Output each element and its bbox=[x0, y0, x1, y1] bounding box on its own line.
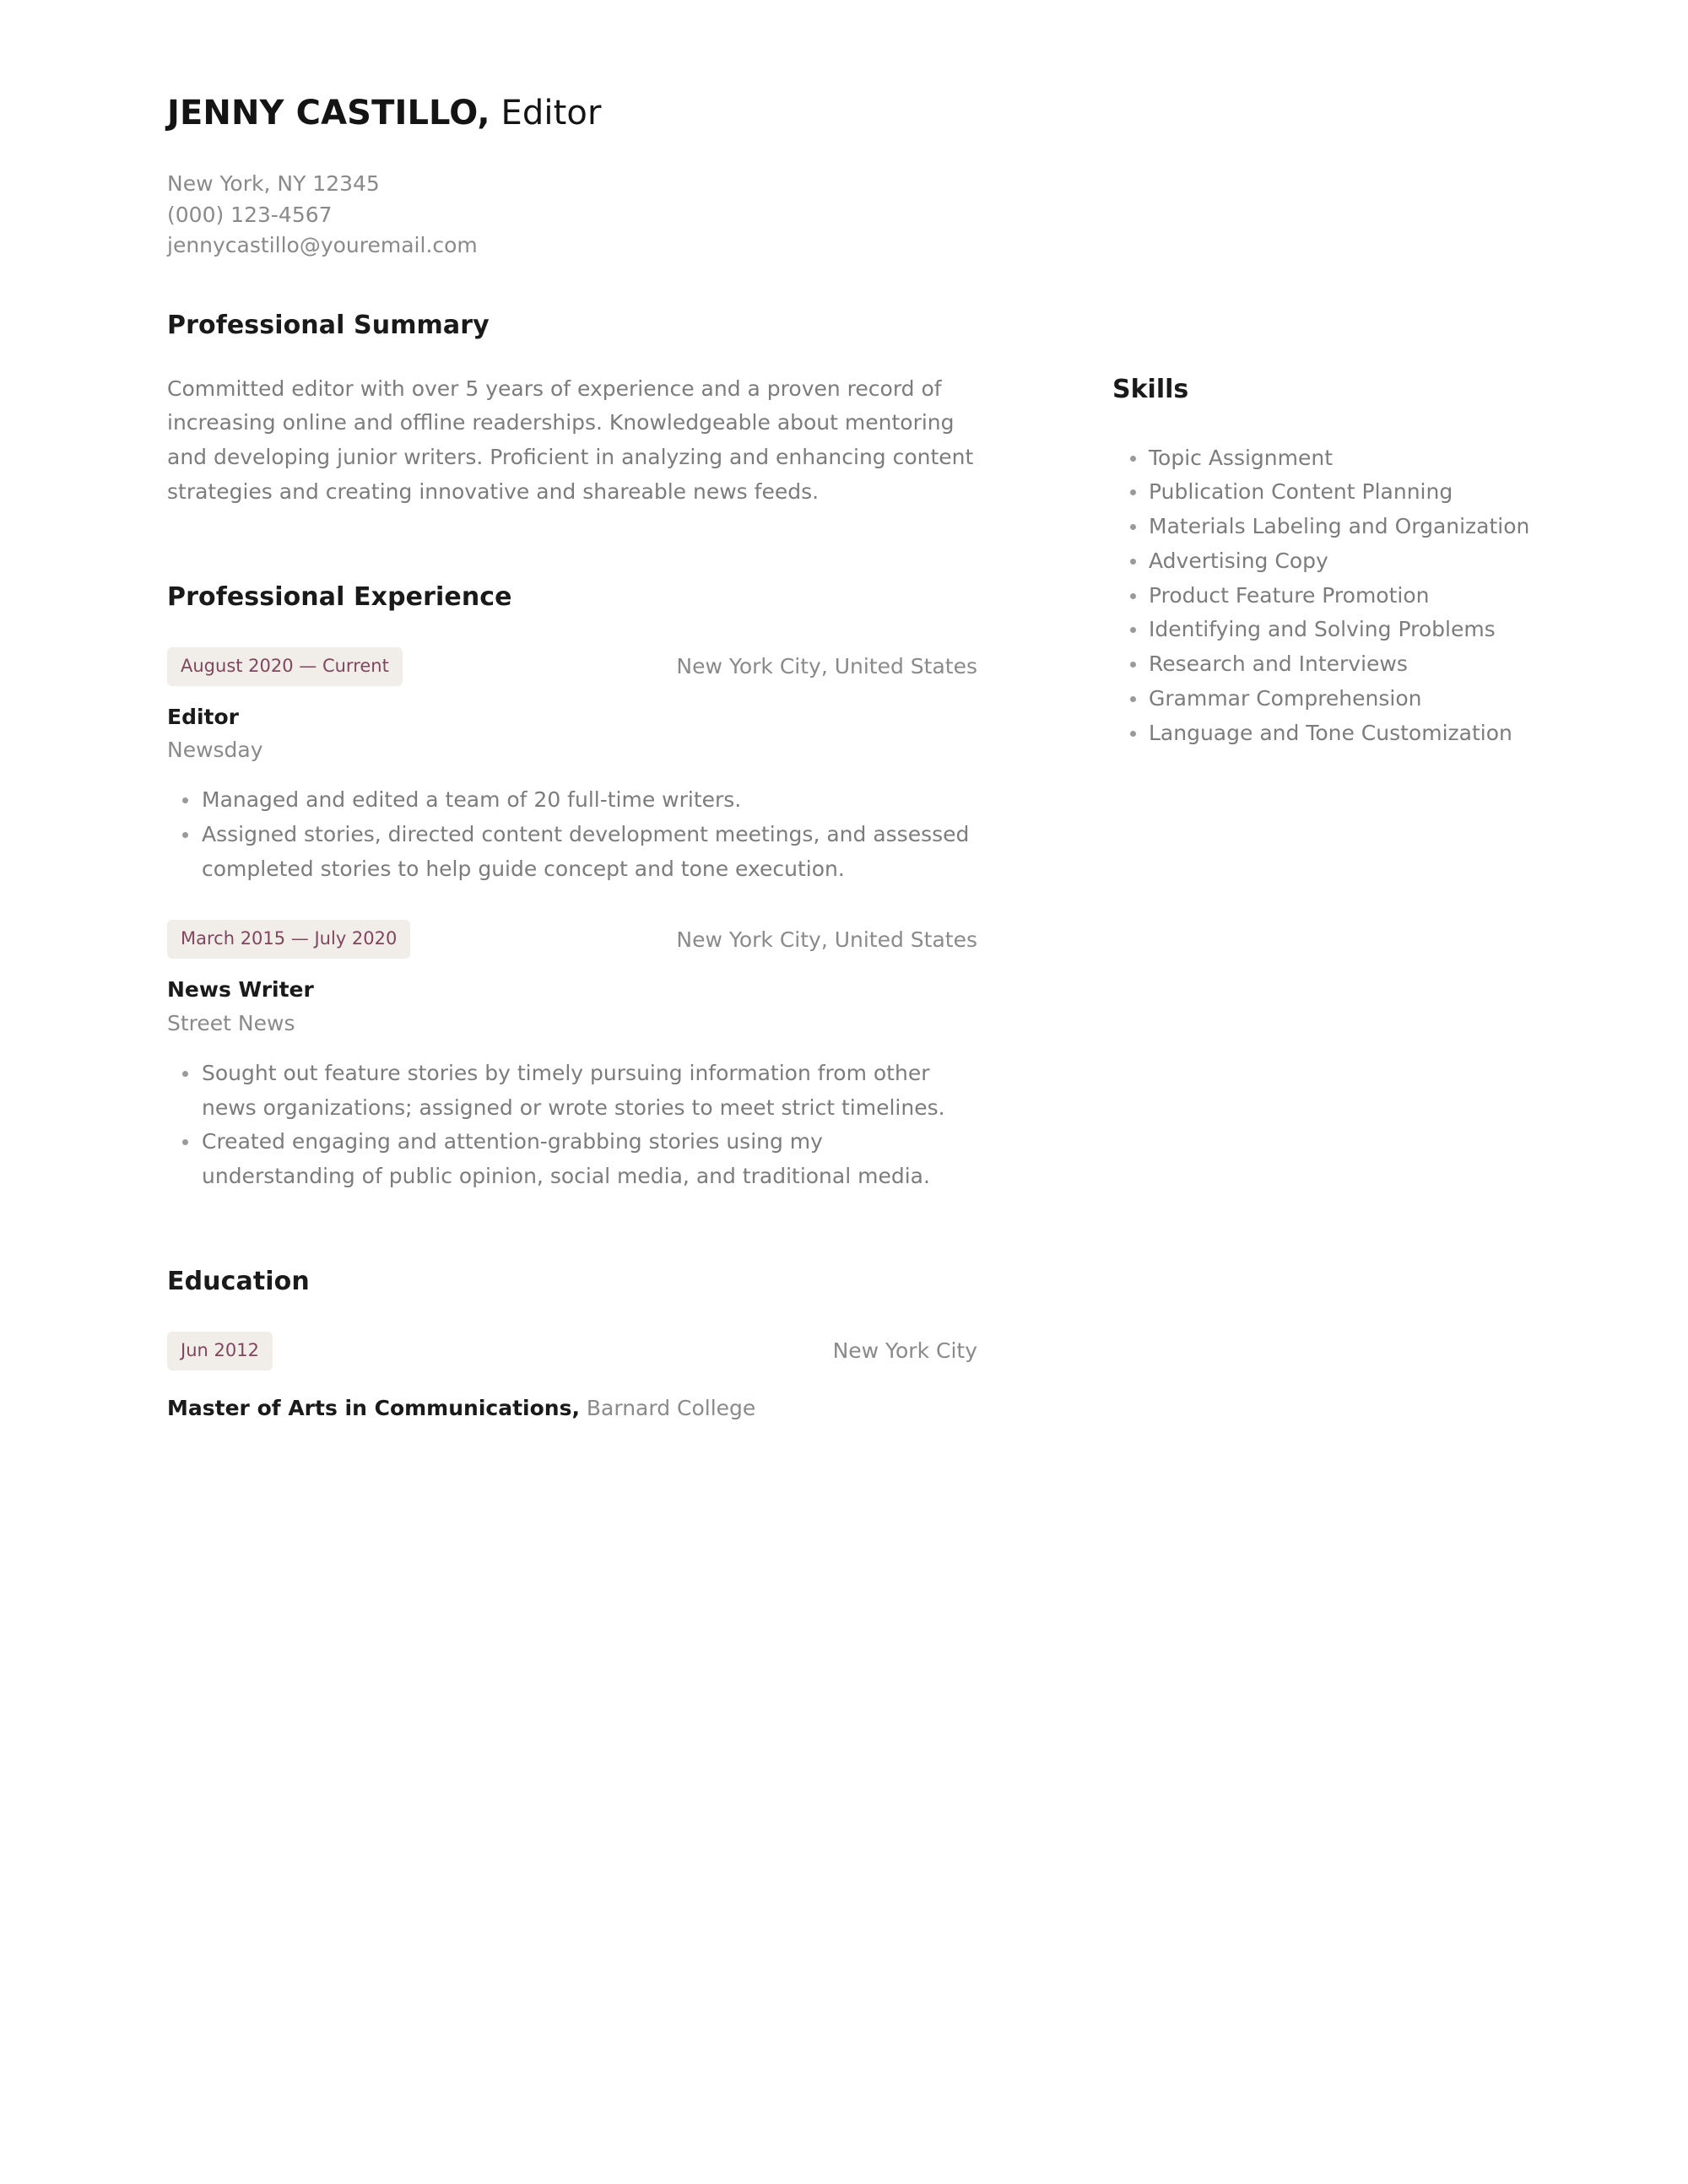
spacer bbox=[167, 510, 977, 581]
resume-content bbox=[167, 93, 1551, 1423]
experience-entry bbox=[167, 647, 977, 887]
candidate-name: JENNY CASTILLO, bbox=[167, 94, 490, 132]
school-name: Barnard College bbox=[586, 1395, 756, 1420]
list-item: Research and Interviews bbox=[1112, 647, 1551, 682]
entry-location: New York City bbox=[832, 1338, 977, 1364]
list-item: Materials Labeling and Organization bbox=[1112, 510, 1551, 544]
entry-location: New York City, United States bbox=[676, 927, 977, 952]
spacer bbox=[167, 1194, 977, 1265]
list-item: Identifying and Solving Problems bbox=[1112, 613, 1551, 647]
summary-text: Committed editor with over 5 years of experience and a proven record of increasing online and offline readerships. Knowledgeable about mentoring and developing junior writers. Proficient in analyzing and enhancing content strategies and creating innovative and shareable news feeds. bbox=[167, 376, 974, 504]
skills-list bbox=[1112, 441, 1551, 751]
degree-name: Master of Arts in Communications, bbox=[167, 1395, 580, 1420]
list-item: Topic Assignment bbox=[1112, 441, 1551, 476]
list-item: Assigned stories, directed content development meetings, and assessed completed stories to help guide concept and tone execution. bbox=[167, 818, 977, 887]
experience-entry bbox=[167, 920, 977, 1194]
list-item: Advertising Copy bbox=[1112, 544, 1551, 579]
list-item: Created engaging and attention-grabbing stories using my understanding of public opinion, social media, and traditional media. bbox=[167, 1125, 977, 1194]
experience-heading: Professional Experience bbox=[167, 581, 512, 612]
page-title bbox=[167, 93, 1551, 133]
status-badge: August 2020 — Current bbox=[167, 647, 403, 686]
entry-topline bbox=[167, 920, 977, 959]
list-item: Language and Tone Customization bbox=[1112, 716, 1551, 751]
body-columns bbox=[167, 309, 1551, 1423]
responsibility-list bbox=[167, 783, 977, 886]
degree-line bbox=[167, 1394, 977, 1423]
education-heading: Education bbox=[167, 1266, 310, 1296]
list-item: Managed and edited a team of 20 full-time writers. bbox=[167, 783, 977, 818]
list-item: Publication Content Planning bbox=[1112, 475, 1551, 510]
section-professional-summary bbox=[167, 309, 977, 510]
candidate-role: Editor bbox=[500, 94, 602, 132]
entry-topline bbox=[167, 647, 977, 686]
entry-location: New York City, United States bbox=[676, 654, 977, 678]
contact-phone: (000) 123-4567 bbox=[167, 202, 333, 227]
list-item: Product Feature Promotion bbox=[1112, 579, 1551, 614]
responsibility-list bbox=[167, 1057, 977, 1194]
employer-name: Street News bbox=[167, 1010, 295, 1035]
list-item: Sought out feature stories by timely pursuing information from other news organizations; assigned or wrote stories to meet strict timelines. bbox=[167, 1057, 977, 1126]
skills-heading: Skills bbox=[1112, 374, 1189, 404]
status-badge: March 2015 — July 2020 bbox=[167, 920, 410, 959]
entry-topline bbox=[167, 1332, 977, 1370]
section-education bbox=[167, 1265, 977, 1423]
summary-heading: Professional Summary bbox=[167, 310, 490, 340]
main-column bbox=[167, 309, 977, 1423]
contact-email: jennycastillo@youremail.com bbox=[167, 233, 478, 257]
contact-info bbox=[167, 169, 1551, 262]
education-entry bbox=[167, 1332, 977, 1423]
employer-name: Newsday bbox=[167, 737, 263, 762]
section-skills bbox=[1112, 373, 1551, 751]
sidebar-column bbox=[1112, 309, 1551, 751]
resume-header bbox=[167, 93, 1551, 262]
job-title: Editor bbox=[167, 704, 239, 729]
section-professional-experience bbox=[167, 581, 977, 1194]
contact-address: New York, NY 12345 bbox=[167, 171, 380, 196]
status-badge: Jun 2012 bbox=[167, 1332, 273, 1370]
job-title: News Writer bbox=[167, 977, 314, 1003]
list-item: Grammar Comprehension bbox=[1112, 682, 1551, 716]
